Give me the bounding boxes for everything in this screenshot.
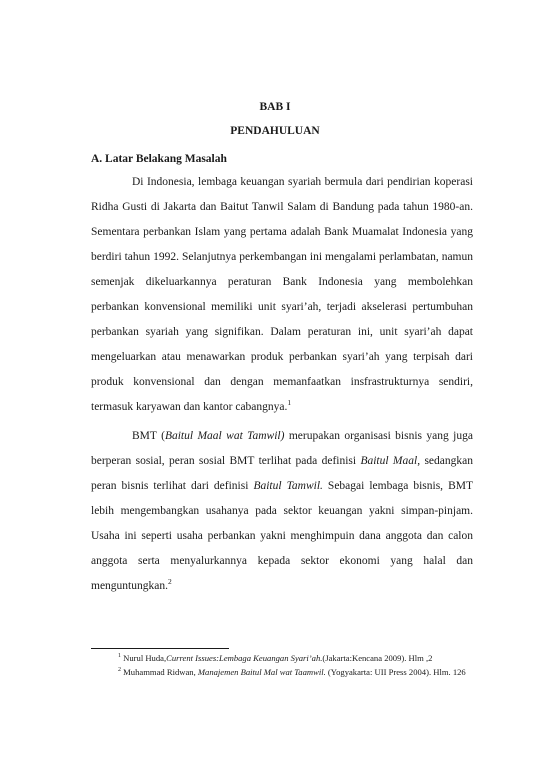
term-baitul-maal: Baitul Maal <box>360 455 418 467</box>
paragraph-2-mid-2: , sedangkan peran bisnis terlihat dari definisi <box>91 455 473 492</box>
footnote-2-title: Manajemen Baitul Mal wat Taamwil. <box>197 667 326 677</box>
chapter-number: BAB I <box>259 101 291 113</box>
paragraph-2 <box>91 424 473 599</box>
footnote-ref-1: 1 <box>287 398 292 408</box>
section-title: A. Latar Belakang Masalah <box>91 153 227 165</box>
footnote-2-number: 2 <box>118 667 121 674</box>
footnote-2-rest: (Yogyakarta: UII Press 2004). Hlm. 126 <box>325 667 466 677</box>
footnote-separator <box>91 648 229 649</box>
footnote-1-author: Nurul Huda, <box>123 653 167 663</box>
paragraph-1-text: Di Indonesia, lembaga keuangan syariah bermula dari pendirian koperasi Ridha Gusti di Jakarta dan Baitut Tanwil Salam di Bandung pada tahun 1980-an. Sementara perbankan Islam yang pertama adalah Bank Muamalat Indonesia yang berdiri tahun 1992. Selanjutnya perkembangan ini mengalami perlambatan, namun semenjak dikeluarkannya peraturan Bank Indonesia yang membolehkan perbankan konvensional memiliki unit syari’ah, terjadi akselerasi pertumbuhan perbankan syariah yang signifikan. Dalam peraturan ini, unit syari’ah dapat mengeluarkan atau menawarkan produk perbankan syari’ah yang terpisah dari produk konvensional dan dengan memanfaatkan insfrastrukturnya sendiri, termasuk karyawan dan kantor cabangnya. <box>91 176 473 413</box>
paragraph-2-mid-1: merupakan organisasi bisnis yang juga berperan sosial, peran sosial BMT terlihat pada definisi <box>91 430 473 467</box>
footnote-2-author: Muhammad Ridwan, <box>123 667 198 677</box>
footnote-2 <box>91 666 473 678</box>
paragraph-1 <box>91 170 473 420</box>
footnote-1-rest: (Jakarta:Kencana 2009). Hlm ,2 <box>322 653 433 663</box>
term-bmt: Baitul Maal wat Tamwil) <box>164 430 285 442</box>
term-baitul-tamwil: Baitul Tamwil. <box>253 480 323 492</box>
paragraph-2-lead: BMT ( <box>132 430 165 442</box>
footnote-ref-2: 2 <box>167 577 172 587</box>
paragraph-2-rest: Sebagai lembaga bisnis, BMT lebih mengembangkan usahanya pada sektor keuangan yakni simpan-pinjam. Usaha ini seperti usaha perbankan yakni menghimpuin dana anggota dan calon anggota serta menyalurkannya kepada sektor ekonomi yang halal dan menguntungkan. <box>91 480 473 592</box>
chapter-title: PENDAHULUAN <box>230 125 320 137</box>
footnote-1 <box>91 652 473 664</box>
footnote-1-number: 1 <box>118 653 121 660</box>
footnote-1-title: Current Issues:Lembaga Keuangan Syari’ah. <box>166 653 323 663</box>
